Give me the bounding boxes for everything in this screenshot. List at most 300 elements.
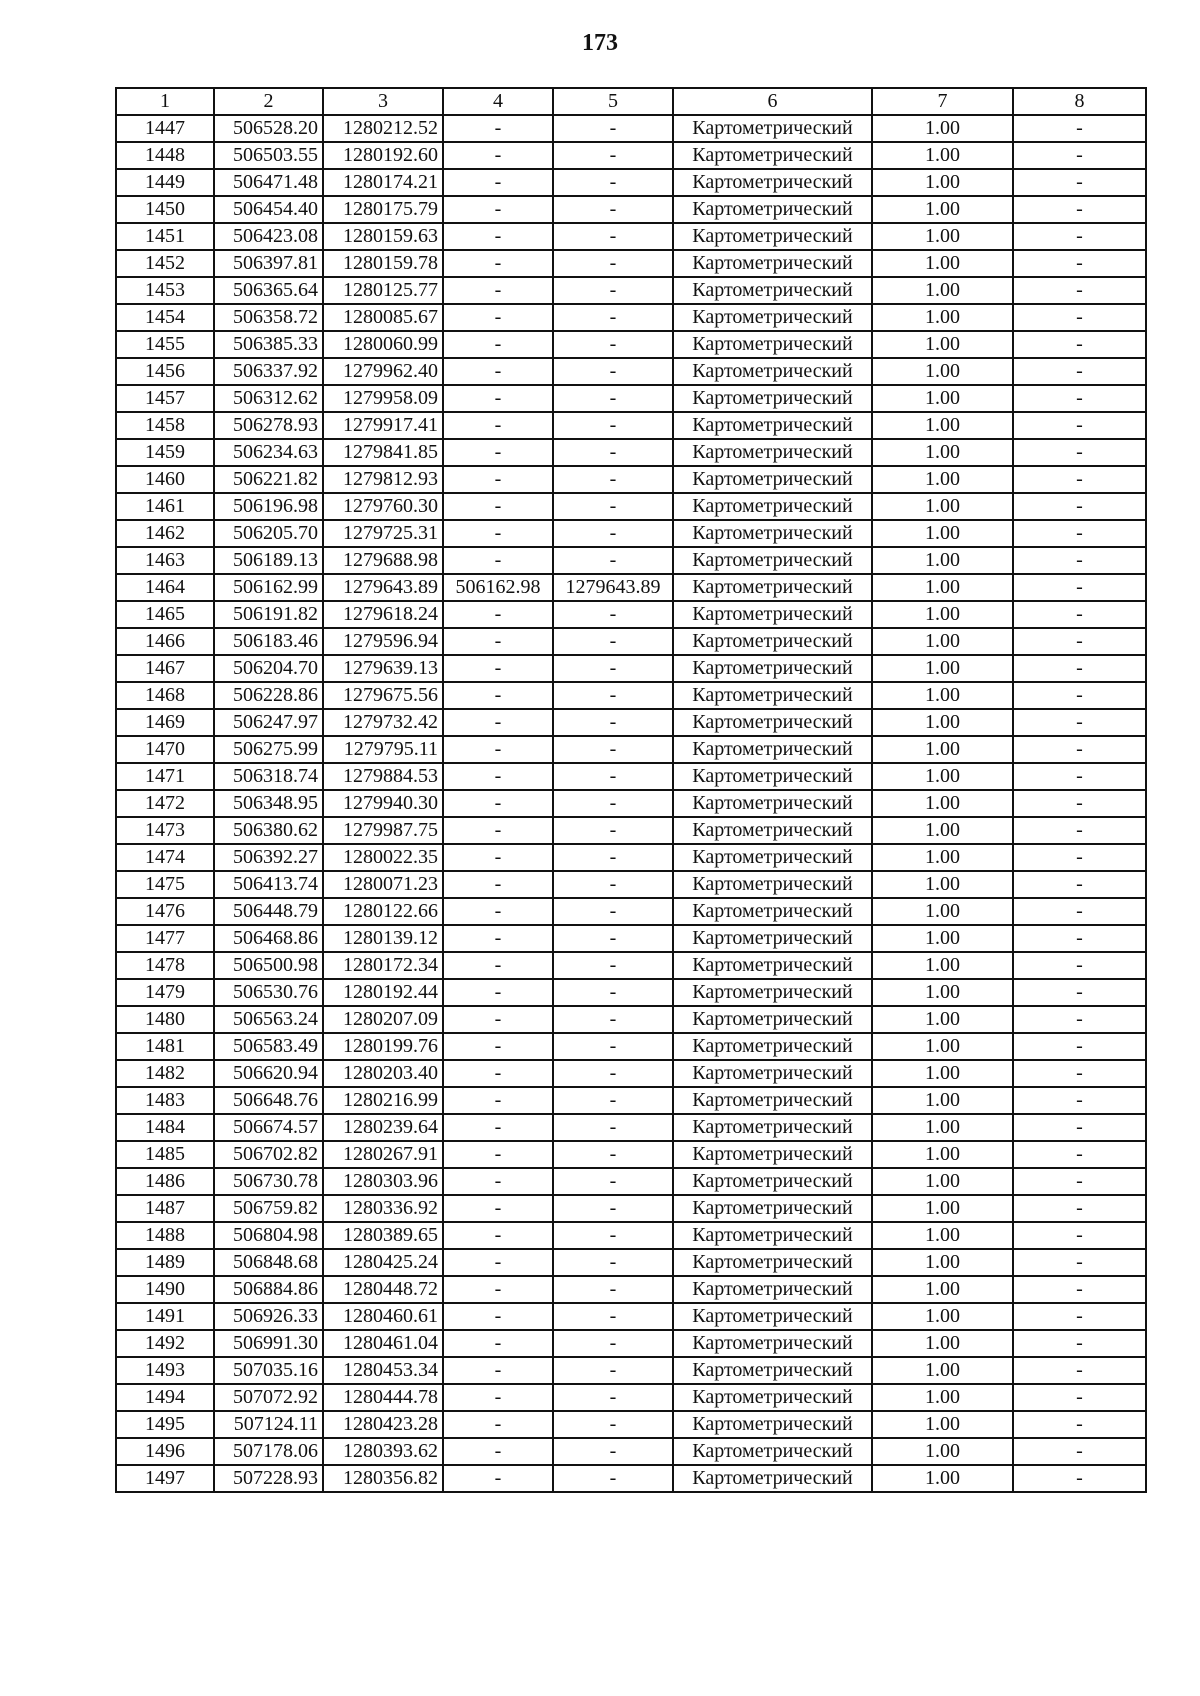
x-new-cell: - [443,115,553,142]
y-new-cell: - [553,520,673,547]
point-number-cell: 1448 [116,142,214,169]
note-cell: - [1013,682,1146,709]
note-cell: - [1013,1006,1146,1033]
point-number-cell: 1471 [116,763,214,790]
y-new-cell: - [553,1303,673,1330]
accuracy-cell: 1.00 [872,520,1013,547]
accuracy-cell: 1.00 [872,871,1013,898]
table-row [116,628,1146,655]
x-coordinate-cell: 506380.62 [214,817,323,844]
method-cell: Картометрический [673,1357,872,1384]
accuracy-cell: 1.00 [872,1357,1013,1384]
y-new-cell: - [553,979,673,1006]
y-new-cell: - [553,1006,673,1033]
x-coordinate-cell: 506674.57 [214,1114,323,1141]
y-new-cell: - [553,169,673,196]
note-cell: - [1013,547,1146,574]
y-coordinate-cell: 1280239.64 [323,1114,443,1141]
table-row [116,439,1146,466]
y-coordinate-cell: 1280425.24 [323,1249,443,1276]
point-number-cell: 1449 [116,169,214,196]
method-cell: Картометрический [673,844,872,871]
table-row [116,763,1146,790]
y-coordinate-cell: 1280453.34 [323,1357,443,1384]
x-new-cell: - [443,790,553,817]
note-cell: - [1013,412,1146,439]
point-number-cell: 1456 [116,358,214,385]
x-new-cell: - [443,1276,553,1303]
point-number-cell: 1454 [116,304,214,331]
table-row [116,1357,1146,1384]
x-new-cell: - [443,169,553,196]
point-number-cell: 1468 [116,682,214,709]
point-number-cell: 1472 [116,790,214,817]
table-row [116,790,1146,817]
x-coordinate-cell: 506312.62 [214,385,323,412]
x-new-cell: - [443,250,553,277]
point-number-cell: 1482 [116,1060,214,1087]
note-cell: - [1013,574,1146,601]
y-coordinate-cell: 1280336.92 [323,1195,443,1222]
y-coordinate-cell: 1280192.44 [323,979,443,1006]
x-new-cell: - [443,817,553,844]
table-row [116,682,1146,709]
note-cell: - [1013,250,1146,277]
y-new-cell: - [553,925,673,952]
x-coordinate-cell: 506275.99 [214,736,323,763]
point-number-cell: 1453 [116,277,214,304]
table-header-row [116,88,1146,115]
note-cell: - [1013,1249,1146,1276]
accuracy-cell: 1.00 [872,1411,1013,1438]
accuracy-cell: 1.00 [872,574,1013,601]
x-coordinate-cell: 506196.98 [214,493,323,520]
note-cell: - [1013,763,1146,790]
table-row [116,844,1146,871]
point-number-cell: 1467 [116,655,214,682]
table-row [116,547,1146,574]
x-coordinate-cell: 506702.82 [214,1141,323,1168]
note-cell: - [1013,736,1146,763]
x-new-cell: - [443,1411,553,1438]
point-number-cell: 1492 [116,1330,214,1357]
y-coordinate-cell: 1279732.42 [323,709,443,736]
y-coordinate-cell: 1279962.40 [323,358,443,385]
method-cell: Картометрический [673,304,872,331]
y-new-cell: - [553,790,673,817]
accuracy-cell: 1.00 [872,1141,1013,1168]
y-coordinate-cell: 1280060.99 [323,331,443,358]
y-coordinate-cell: 1280207.09 [323,1006,443,1033]
y-coordinate-cell: 1280174.21 [323,169,443,196]
table-row [116,709,1146,736]
y-new-cell: - [553,250,673,277]
x-coordinate-cell: 507178.06 [214,1438,323,1465]
x-coordinate-cell: 506204.70 [214,655,323,682]
method-cell: Картометрический [673,1465,872,1492]
method-cell: Картометрический [673,1384,872,1411]
method-cell: Картометрический [673,1033,872,1060]
y-coordinate-cell: 1280022.35 [323,844,443,871]
y-coordinate-cell: 1280393.62 [323,1438,443,1465]
note-cell: - [1013,898,1146,925]
y-coordinate-cell: 1280159.78 [323,250,443,277]
note-cell: - [1013,358,1146,385]
point-number-cell: 1460 [116,466,214,493]
accuracy-cell: 1.00 [872,1276,1013,1303]
method-cell: Картометрический [673,1087,872,1114]
point-number-cell: 1495 [116,1411,214,1438]
x-coordinate-cell: 506228.86 [214,682,323,709]
method-cell: Картометрический [673,1249,872,1276]
y-coordinate-cell: 1280216.99 [323,1087,443,1114]
method-cell: Картометрический [673,196,872,223]
note-cell: - [1013,223,1146,250]
x-coordinate-cell: 506648.76 [214,1087,323,1114]
table-row [116,1465,1146,1492]
x-coordinate-cell: 506759.82 [214,1195,323,1222]
point-number-cell: 1484 [116,1114,214,1141]
table-row [116,223,1146,250]
x-new-cell: - [443,547,553,574]
y-new-cell: - [553,1222,673,1249]
x-new-cell: - [443,466,553,493]
x-coordinate-cell: 506191.82 [214,601,323,628]
note-cell: - [1013,304,1146,331]
table-row [116,898,1146,925]
accuracy-cell: 1.00 [872,1330,1013,1357]
y-coordinate-cell: 1279987.75 [323,817,443,844]
column-header: 4 [443,88,553,115]
x-coordinate-cell: 506413.74 [214,871,323,898]
accuracy-cell: 1.00 [872,1303,1013,1330]
y-new-cell: - [553,1357,673,1384]
accuracy-cell: 1.00 [872,1384,1013,1411]
y-coordinate-cell: 1280199.76 [323,1033,443,1060]
accuracy-cell: 1.00 [872,1087,1013,1114]
table-row [116,1249,1146,1276]
x-new-cell: - [443,952,553,979]
x-coordinate-cell: 506385.33 [214,331,323,358]
y-new-cell: - [553,493,673,520]
x-new-cell: - [443,277,553,304]
method-cell: Картометрический [673,520,872,547]
accuracy-cell: 1.00 [872,682,1013,709]
y-new-cell: - [553,763,673,790]
x-new-cell: - [443,520,553,547]
y-new-cell: - [553,277,673,304]
accuracy-cell: 1.00 [872,979,1013,1006]
note-cell: - [1013,493,1146,520]
y-coordinate-cell: 1280303.96 [323,1168,443,1195]
x-new-cell: - [443,1222,553,1249]
point-number-cell: 1493 [116,1357,214,1384]
point-number-cell: 1481 [116,1033,214,1060]
method-cell: Картометрический [673,1060,872,1087]
x-coordinate-cell: 507035.16 [214,1357,323,1384]
note-cell: - [1013,1222,1146,1249]
x-coordinate-cell: 506318.74 [214,763,323,790]
note-cell: - [1013,1438,1146,1465]
x-new-cell: - [443,601,553,628]
y-new-cell: - [553,952,673,979]
table-row [116,358,1146,385]
y-new-cell: - [553,331,673,358]
x-new-cell: - [443,385,553,412]
method-cell: Картометрический [673,1330,872,1357]
x-new-cell: - [443,925,553,952]
note-cell: - [1013,655,1146,682]
y-coordinate-cell: 1279917.41 [323,412,443,439]
accuracy-cell: 1.00 [872,277,1013,304]
method-cell: Картометрический [673,682,872,709]
method-cell: Картометрический [673,493,872,520]
table-row [116,304,1146,331]
x-coordinate-cell: 506468.86 [214,925,323,952]
accuracy-cell: 1.00 [872,358,1013,385]
x-new-cell: - [443,1384,553,1411]
x-coordinate-cell: 506884.86 [214,1276,323,1303]
y-coordinate-cell: 1280122.66 [323,898,443,925]
method-cell: Картометрический [673,871,872,898]
note-cell: - [1013,385,1146,412]
accuracy-cell: 1.00 [872,763,1013,790]
y-coordinate-cell: 1280203.40 [323,1060,443,1087]
method-cell: Картометрический [673,763,872,790]
note-cell: - [1013,277,1146,304]
note-cell: - [1013,1303,1146,1330]
x-new-cell: - [443,898,553,925]
method-cell: Картометрический [673,655,872,682]
method-cell: Картометрический [673,817,872,844]
note-cell: - [1013,628,1146,655]
table-row [116,1195,1146,1222]
point-number-cell: 1464 [116,574,214,601]
accuracy-cell: 1.00 [872,790,1013,817]
note-cell: - [1013,1168,1146,1195]
accuracy-cell: 1.00 [872,223,1013,250]
x-new-cell: - [443,1168,553,1195]
note-cell: - [1013,1060,1146,1087]
accuracy-cell: 1.00 [872,1060,1013,1087]
x-coordinate-cell: 506221.82 [214,466,323,493]
accuracy-cell: 1.00 [872,493,1013,520]
point-number-cell: 1466 [116,628,214,655]
y-new-cell: - [553,385,673,412]
y-coordinate-cell: 1279688.98 [323,547,443,574]
x-coordinate-cell: 507228.93 [214,1465,323,1492]
accuracy-cell: 1.00 [872,385,1013,412]
note-cell: - [1013,709,1146,736]
method-cell: Картометрический [673,1222,872,1249]
x-coordinate-cell: 506448.79 [214,898,323,925]
x-coordinate-cell: 506423.08 [214,223,323,250]
table-row [116,1222,1146,1249]
y-new-cell: - [553,115,673,142]
table-row [116,1438,1146,1465]
method-cell: Картометрический [673,1195,872,1222]
x-coordinate-cell: 506500.98 [214,952,323,979]
note-cell: - [1013,1384,1146,1411]
note-cell: - [1013,1114,1146,1141]
accuracy-cell: 1.00 [872,331,1013,358]
column-header: 2 [214,88,323,115]
y-new-cell: - [553,736,673,763]
accuracy-cell: 1.00 [872,142,1013,169]
x-coordinate-cell: 506583.49 [214,1033,323,1060]
table-row [116,574,1146,601]
y-new-cell: - [553,709,673,736]
x-new-cell: - [443,1006,553,1033]
point-number-cell: 1452 [116,250,214,277]
table-row [116,250,1146,277]
point-number-cell: 1459 [116,439,214,466]
note-cell: - [1013,1195,1146,1222]
note-cell: - [1013,871,1146,898]
y-new-cell: - [553,1465,673,1492]
point-number-cell: 1458 [116,412,214,439]
column-header: 1 [116,88,214,115]
x-coordinate-cell: 506397.81 [214,250,323,277]
y-coordinate-cell: 1280172.34 [323,952,443,979]
x-new-cell: - [443,709,553,736]
x-coordinate-cell: 506926.33 [214,1303,323,1330]
x-new-cell: - [443,655,553,682]
table-row [116,466,1146,493]
y-new-cell: - [553,628,673,655]
y-new-cell: - [553,1087,673,1114]
y-coordinate-cell: 1279841.85 [323,439,443,466]
x-new-cell: - [443,1114,553,1141]
method-cell: Картометрический [673,358,872,385]
y-new-cell: - [553,844,673,871]
x-new-cell: - [443,331,553,358]
accuracy-cell: 1.00 [872,1006,1013,1033]
table-row [116,331,1146,358]
y-new-cell: - [553,871,673,898]
method-cell: Картометрический [673,385,872,412]
table-row [116,1303,1146,1330]
method-cell: Картометрический [673,709,872,736]
x-new-cell: - [443,1330,553,1357]
note-cell: - [1013,844,1146,871]
x-coordinate-cell: 506392.27 [214,844,323,871]
y-new-cell: - [553,1195,673,1222]
method-cell: Картометрический [673,628,872,655]
table-row [116,385,1146,412]
accuracy-cell: 1.00 [872,250,1013,277]
accuracy-cell: 1.00 [872,1222,1013,1249]
point-number-cell: 1490 [116,1276,214,1303]
y-new-cell: - [553,1033,673,1060]
note-cell: - [1013,439,1146,466]
table-row [116,169,1146,196]
x-coordinate-cell: 506358.72 [214,304,323,331]
accuracy-cell: 1.00 [872,1168,1013,1195]
y-new-cell: - [553,439,673,466]
note-cell: - [1013,1087,1146,1114]
point-number-cell: 1447 [116,115,214,142]
method-cell: Картометрический [673,574,872,601]
x-new-cell: - [443,1060,553,1087]
point-number-cell: 1457 [116,385,214,412]
y-new-cell: 1279643.89 [553,574,673,601]
method-cell: Картометрический [673,547,872,574]
x-new-cell: - [443,1033,553,1060]
table-row [116,1276,1146,1303]
accuracy-cell: 1.00 [872,196,1013,223]
table-row [116,1168,1146,1195]
point-number-cell: 1477 [116,925,214,952]
table-row [116,1006,1146,1033]
table-row [116,142,1146,169]
y-coordinate-cell: 1279725.31 [323,520,443,547]
x-new-cell: - [443,142,553,169]
table-row [116,1033,1146,1060]
x-coordinate-cell: 507072.92 [214,1384,323,1411]
note-cell: - [1013,817,1146,844]
x-new-cell: - [443,682,553,709]
x-new-cell: - [443,1195,553,1222]
method-cell: Картометрический [673,925,872,952]
y-coordinate-cell: 1279618.24 [323,601,443,628]
x-new-cell: - [443,493,553,520]
note-cell: - [1013,1141,1146,1168]
x-coordinate-cell: 506337.92 [214,358,323,385]
table-row [116,493,1146,520]
method-cell: Картометрический [673,1438,872,1465]
y-coordinate-cell: 1280175.79 [323,196,443,223]
x-coordinate-cell: 506365.64 [214,277,323,304]
y-coordinate-cell: 1279958.09 [323,385,443,412]
note-cell: - [1013,1033,1146,1060]
point-number-cell: 1455 [116,331,214,358]
y-new-cell: - [553,1168,673,1195]
method-cell: Картометрический [673,466,872,493]
y-new-cell: - [553,1411,673,1438]
note-cell: - [1013,601,1146,628]
note-cell: - [1013,196,1146,223]
accuracy-cell: 1.00 [872,1438,1013,1465]
method-cell: Картометрический [673,1141,872,1168]
table-row [116,736,1146,763]
accuracy-cell: 1.00 [872,952,1013,979]
point-number-cell: 1489 [116,1249,214,1276]
method-cell: Картометрический [673,601,872,628]
note-cell: - [1013,520,1146,547]
method-cell: Картометрический [673,331,872,358]
y-new-cell: - [553,1384,673,1411]
x-coordinate-cell: 506189.13 [214,547,323,574]
x-coordinate-cell: 506162.99 [214,574,323,601]
x-coordinate-cell: 506348.95 [214,790,323,817]
y-coordinate-cell: 1280423.28 [323,1411,443,1438]
y-new-cell: - [553,358,673,385]
x-coordinate-cell: 506530.76 [214,979,323,1006]
method-cell: Картометрический [673,115,872,142]
x-new-cell: - [443,304,553,331]
point-number-cell: 1480 [116,1006,214,1033]
table-row [116,952,1146,979]
accuracy-cell: 1.00 [872,1114,1013,1141]
x-new-cell: - [443,439,553,466]
method-cell: Картометрический [673,979,872,1006]
accuracy-cell: 1.00 [872,601,1013,628]
method-cell: Картометрический [673,952,872,979]
table-row [116,277,1146,304]
x-coordinate-cell: 506848.68 [214,1249,323,1276]
y-new-cell: - [553,1114,673,1141]
